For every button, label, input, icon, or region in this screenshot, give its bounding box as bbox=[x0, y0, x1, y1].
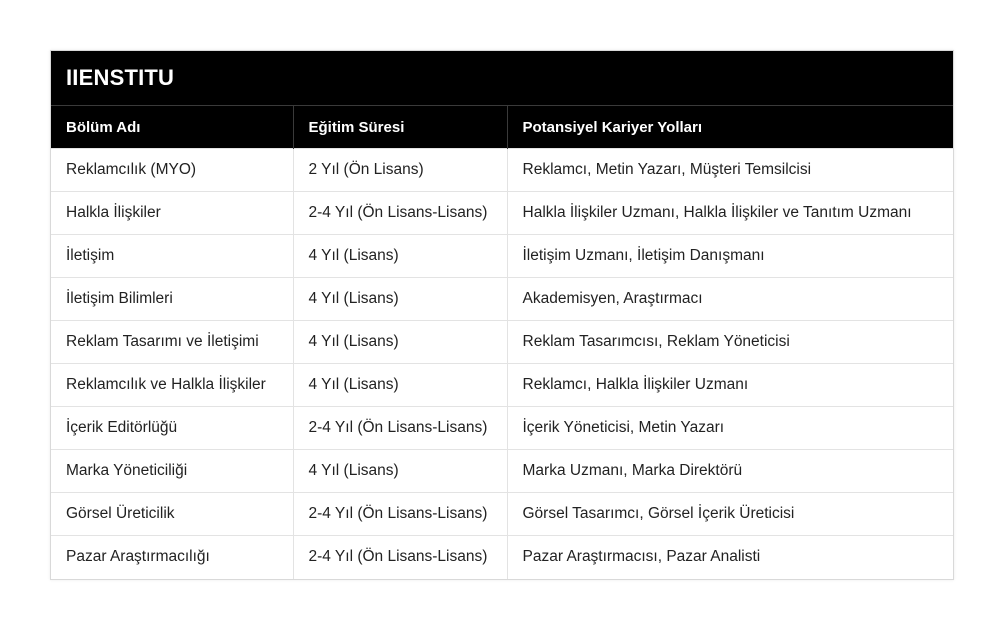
cell-department: Reklamcılık (MYO) bbox=[51, 149, 293, 192]
table-row bbox=[51, 450, 953, 493]
table-card bbox=[50, 50, 954, 580]
cell-department: Reklam Tasarımı ve İletişimi bbox=[51, 321, 293, 364]
table-row bbox=[51, 407, 953, 450]
brand-title: IIENSTITU bbox=[66, 65, 175, 90]
header-row bbox=[51, 106, 953, 149]
cell-careers: Görsel Tasarımcı, Görsel İçerik Üreticisi bbox=[507, 493, 953, 536]
cell-careers: Marka Uzmanı, Marka Direktörü bbox=[507, 450, 953, 493]
table-row bbox=[51, 235, 953, 278]
cell-careers: Akademisyen, Araştırmacı bbox=[507, 278, 953, 321]
cell-careers: Pazar Araştırmacısı, Pazar Analisti bbox=[507, 536, 953, 579]
cell-duration: 2-4 Yıl (Ön Lisans-Lisans) bbox=[293, 407, 507, 450]
table-row bbox=[51, 192, 953, 235]
cell-duration: 2-4 Yıl (Ön Lisans-Lisans) bbox=[293, 536, 507, 579]
cell-duration: 4 Yıl (Lisans) bbox=[293, 321, 507, 364]
cell-department: İletişim Bilimleri bbox=[51, 278, 293, 321]
column-header-department: Bölüm Adı bbox=[51, 106, 293, 149]
cell-careers: Reklam Tasarımcısı, Reklam Yöneticisi bbox=[507, 321, 953, 364]
cell-department: Görsel Üreticilik bbox=[51, 493, 293, 536]
table-row bbox=[51, 321, 953, 364]
column-header-careers: Potansiyel Kariyer Yolları bbox=[507, 106, 953, 149]
cell-careers: İletişim Uzmanı, İletişim Danışmanı bbox=[507, 235, 953, 278]
cell-careers: Halkla İlişkiler Uzmanı, Halkla İlişkiler ve Tanıtım Uzmanı bbox=[507, 192, 953, 235]
cell-department: Pazar Araştırmacılığı bbox=[51, 536, 293, 579]
table-row bbox=[51, 278, 953, 321]
table-row bbox=[51, 493, 953, 536]
table-row bbox=[51, 536, 953, 579]
cell-department: Marka Yöneticiliği bbox=[51, 450, 293, 493]
cell-duration: 4 Yıl (Lisans) bbox=[293, 450, 507, 493]
table-row bbox=[51, 149, 953, 192]
cell-duration: 2-4 Yıl (Ön Lisans-Lisans) bbox=[293, 192, 507, 235]
column-header-duration: Eğitim Süresi bbox=[293, 106, 507, 149]
cell-duration: 4 Yıl (Lisans) bbox=[293, 235, 507, 278]
cell-department: Halkla İlişkiler bbox=[51, 192, 293, 235]
cell-duration: 4 Yıl (Lisans) bbox=[293, 278, 507, 321]
table-body bbox=[51, 149, 953, 579]
cell-department: İçerik Editörlüğü bbox=[51, 407, 293, 450]
cell-department: İletişim bbox=[51, 235, 293, 278]
programs-table bbox=[51, 105, 953, 579]
cell-duration: 2 Yıl (Ön Lisans) bbox=[293, 149, 507, 192]
brand-header bbox=[51, 51, 953, 105]
cell-duration: 2-4 Yıl (Ön Lisans-Lisans) bbox=[293, 493, 507, 536]
table-header bbox=[51, 106, 953, 149]
table-row bbox=[51, 364, 953, 407]
cell-careers: İçerik Yöneticisi, Metin Yazarı bbox=[507, 407, 953, 450]
cell-duration: 4 Yıl (Lisans) bbox=[293, 364, 507, 407]
cell-careers: Reklamcı, Metin Yazarı, Müşteri Temsilcisi bbox=[507, 149, 953, 192]
cell-department: Reklamcılık ve Halkla İlişkiler bbox=[51, 364, 293, 407]
cell-careers: Reklamcı, Halkla İlişkiler Uzmanı bbox=[507, 364, 953, 407]
